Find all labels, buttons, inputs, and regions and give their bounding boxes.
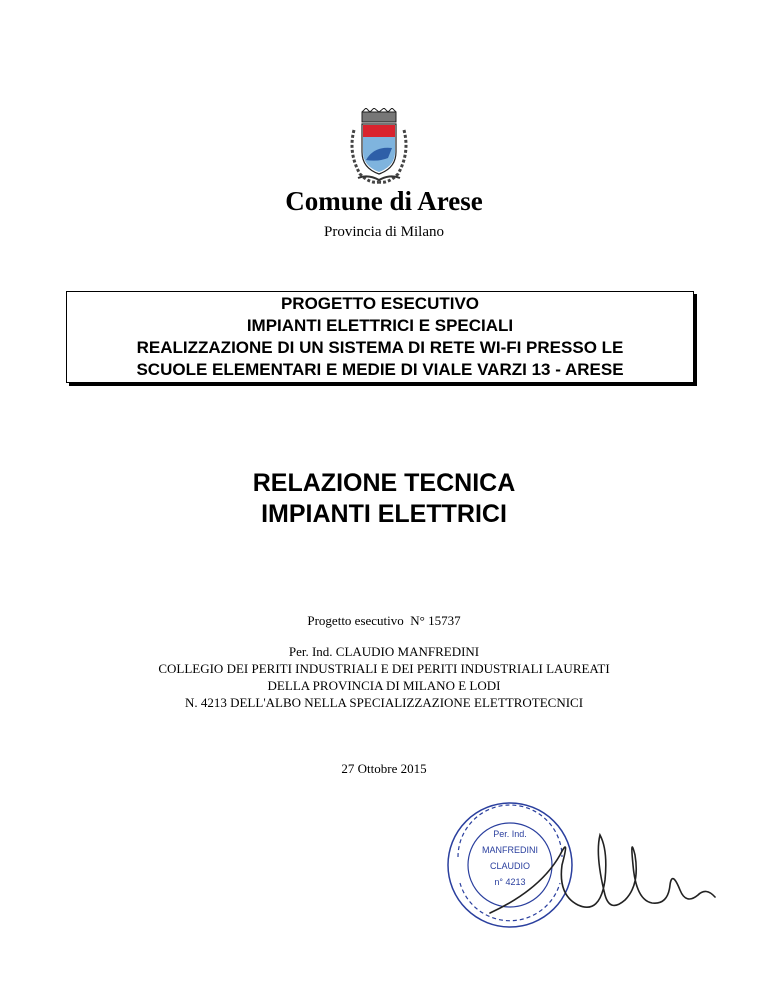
project-title-box	[66, 291, 694, 383]
council-name: Comune di Arese	[285, 186, 483, 216]
project-box-line: PROGETTO ESECUTIVO	[280, 294, 480, 313]
project-number: Progetto esecutivo N° 15737	[307, 613, 461, 628]
project-box-line: SCUOLE ELEMENTARI E MEDIE DI VIALE VARZI 13 - ARESE	[136, 360, 624, 379]
report-title-line2: IMPIANTI ELETTRICI	[261, 500, 507, 528]
document-date: 27 Ottobre 2015	[341, 761, 427, 776]
stamp-line: Per. Ind.	[493, 829, 527, 839]
author-name: Per. Ind. CLAUDIO MANFREDINI	[288, 644, 480, 659]
stamp-line: n° 4213	[494, 877, 526, 887]
report-title-line1: RELAZIONE TECNICA	[252, 469, 516, 497]
author-registration: N. 4213 DELL'ALBO NELLA SPECIALIZZAZIONE ELETTROTECNICI	[184, 695, 584, 710]
project-box-line: REALIZZAZIONE DI UN SISTEMA DI RETE WI-FI PRESSO LE	[136, 338, 624, 357]
stamp-line: CLAUDIO	[489, 861, 531, 871]
author-college: COLLEGIO DEI PERITI INDUSTRIALI E DEI PERITI INDUSTRIALI LAUREATI	[158, 661, 610, 676]
province-name: Provincia di Milano	[324, 224, 444, 240]
municipal-crest-icon	[344, 108, 414, 188]
stamp-and-signature	[430, 795, 730, 935]
report-title	[0, 468, 768, 530]
author-province: DELLA PROVINCIA DI MILANO E LODI	[267, 678, 501, 693]
project-box-line: IMPIANTI ELETTRICI E SPECIALI	[246, 316, 514, 335]
stamp-line: MANFREDINI	[482, 845, 538, 855]
author-block	[0, 643, 768, 711]
